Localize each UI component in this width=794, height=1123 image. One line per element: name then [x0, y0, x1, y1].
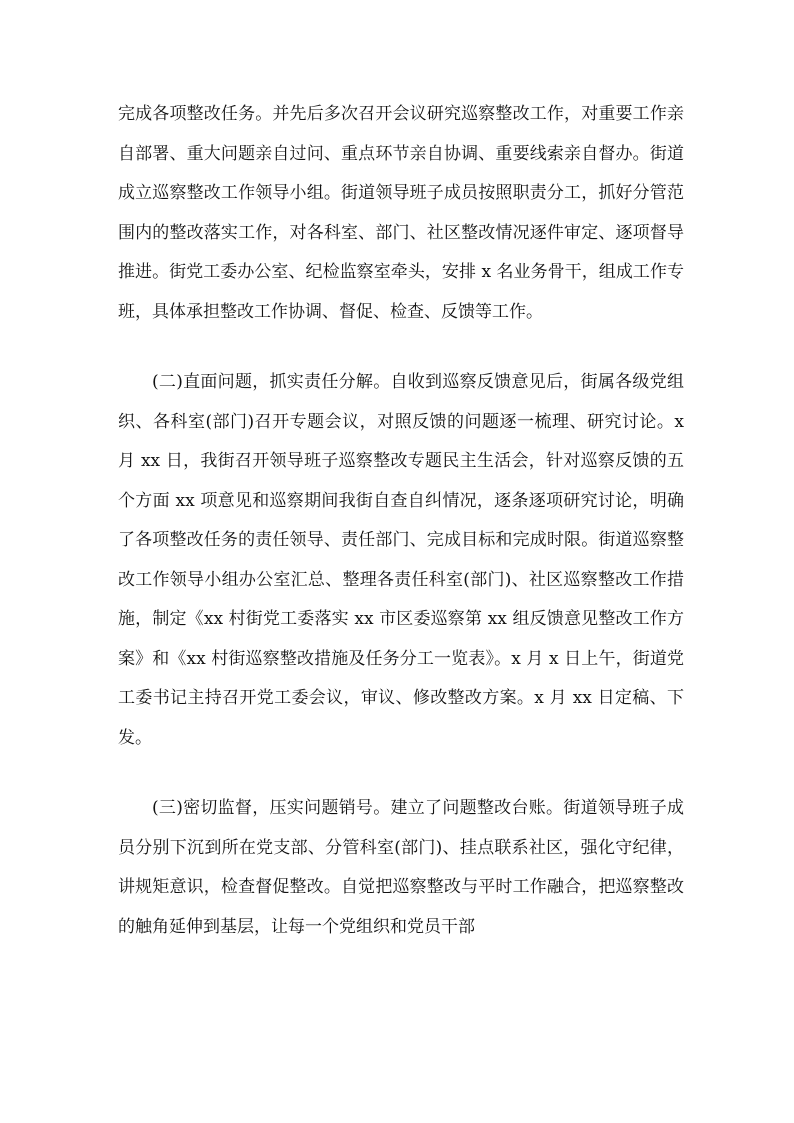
paragraph-section-3: (三)密切监督，压实问题销号。建立了问题整改台账。街道领导班子成员分别下沉到所在党支部、分管科室(部门)、挂点联系社区，强化守纪律，讲规矩意识，检查督促整改。自觉把巡察整改与平时工作融合，把巡察整改的触角延伸到基层，让每一个党组织和党员干部 [118, 798, 684, 937]
document-body [118, 95, 684, 947]
paragraph-continuation: 完成各项整改任务。并先后多次召开会议研究巡察整改工作，对重要工作亲自部署、重大问题亲自过问、重点环节亲自协调、重要线索亲自督办。街道成立巡察整改工作领导小组。街道领导班子成员按照职责分工，抓好分管范围内的整改落实工作，对各科室、部门、社区整改情况逐件审定、逐项督导推进。街党工委办公室、纪检监察室牵头，安排 x 名业务骨干，组成工作专班，具体承担整改工作协调、督促、检查、反馈等工作。 [118, 104, 684, 322]
paragraph-gap [118, 332, 684, 363]
paragraph-section-2: (二)直面问题，抓实责任分解。自收到巡察反馈意见后，街属各级党组织、各科室(部门)召开专题会议，对照反馈的问题逐一梳理、研究讨论。x 月 xx 日，我街召开领导班子巡察整改专题民主生活会，针对巡察反馈的五个方面 xx 项意见和巡察期间我街自查自纠情况，逐条逐项研究讨论，明确了各项整改任务的责任领导、责任部门、完成目标和完成时限。街道巡察整改工作领导小组办公室汇总、整理各责任科室(部门)、社区巡察整改工作措施，制定《xx 村街党工委落实 xx 市区委巡察第 xx 组反馈意见整改工作方案》和《xx 村街巡察整改措施及任务分工一览表》。x 月 x 日上午，街道党工委书记主持召开党工委会议，审议、修改整改方案。x 月 xx 日定稿、下发。 [118, 372, 684, 748]
paragraph-gap [118, 758, 684, 789]
